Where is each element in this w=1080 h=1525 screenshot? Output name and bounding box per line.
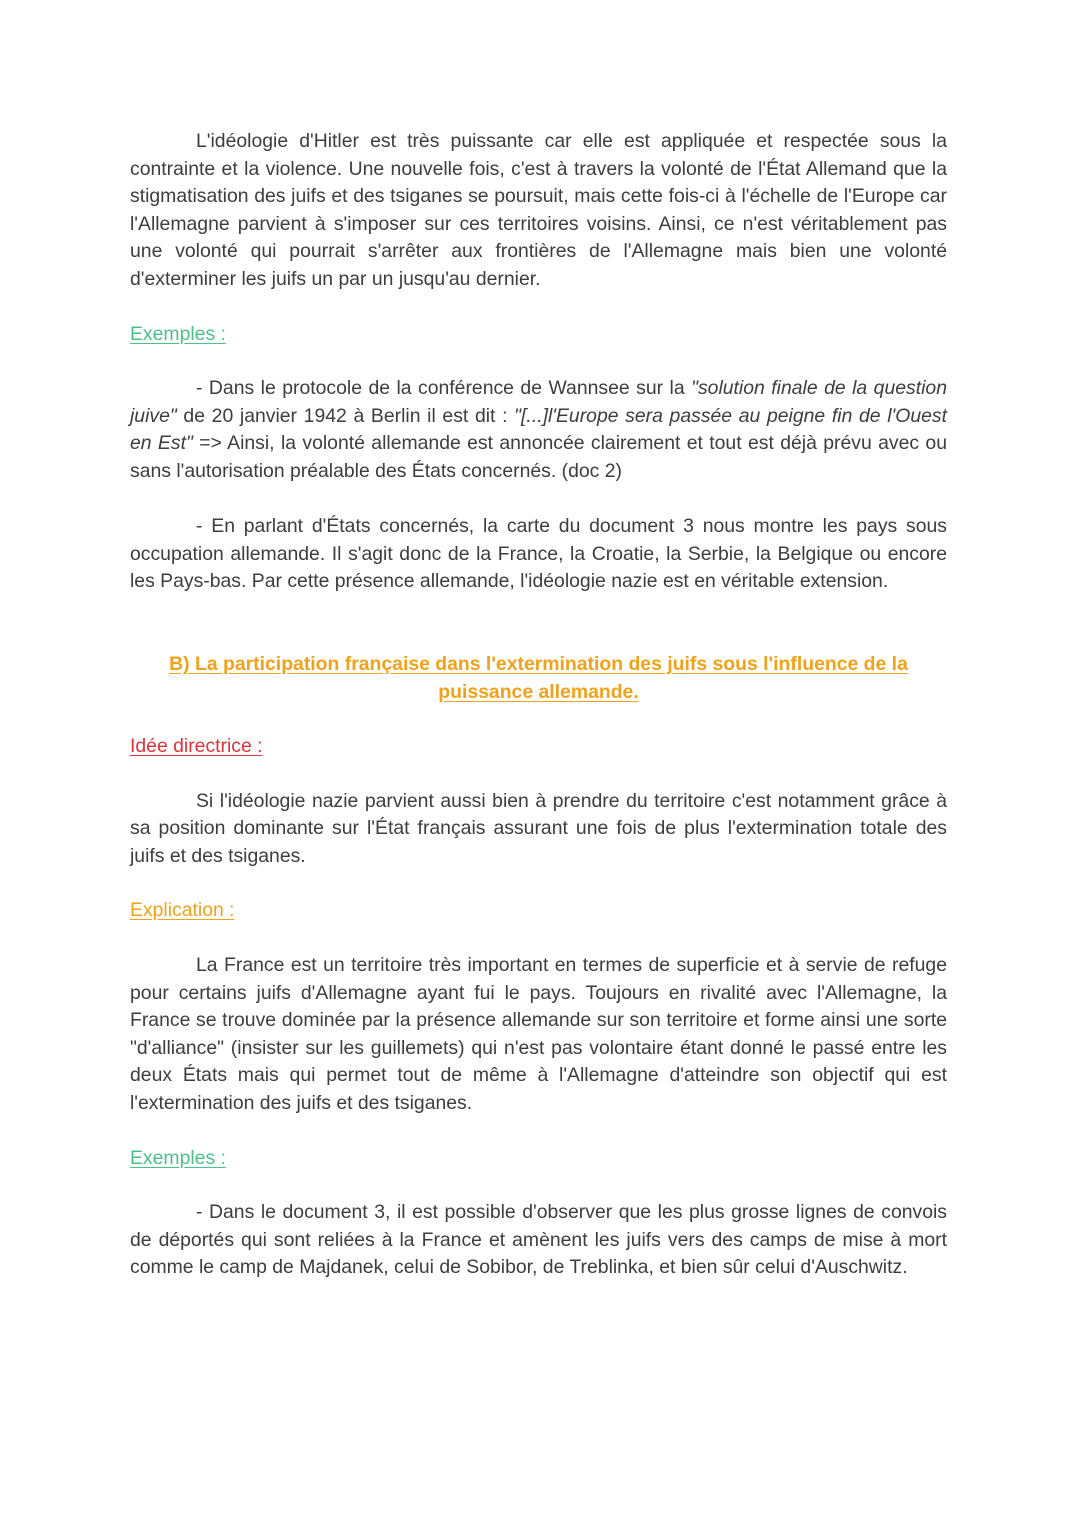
example-wannsee-quote2: "[...]l'Europe sera passée au peigne fin de l'Ouest en Est"	[130, 404, 947, 455]
example-wannsee-quote1: "solution finale de la question juive"	[130, 377, 947, 427]
example-wannsee-part3: => Ainsi, la volonté allemande est annoncée clairement et tout est déjà prévu avec ou sans l'autorisation préalable des États concernés. (doc 2)	[130, 432, 948, 482]
examples-label-a: Exemples :	[130, 322, 226, 345]
examples-label-b: Exemples :	[130, 1146, 226, 1169]
explanation-paragraph: La France est un territoire très important en termes de superficie et à servie de refuge pour certains juifs d'Allemagne ayant fui le pays. Toujours en rivalité avec l'Allemagne, la France se trouve dominée par la présence allemande sur son territoire et forme ainsi une sorte "d'alliance" (insister sur les guillemets) qui n'est pas volontaire étant donné le passé entre les deux États mais qui permet tout de même à l'Allemagne d'atteindre son objectif qui est l'extermination des juifs et des tsiganes.	[130, 954, 947, 1115]
idea-paragraph: Si l'idéologie nazie parvient aussi bien à prendre du territoire c'est notamment grâce à sa position dominante sur l'État français assurant une fois de plus l'extermination totale des juifs et des tsiganes.	[130, 789, 947, 867]
section-b-heading: B) La participation française dans l'extermination des juifs sous l'influence de la puissance allemande.	[169, 652, 908, 703]
example-convoys: - Dans le document 3, il est possible d'observer que les plus grosse lignes de convois de déportés qui sont reliées à la France et amènent les juifs vers des camps de mise à mort comme le camp de Majdanek, celui de Sobibor, de Treblinka, et bien sûr celui d'Auschwitz.	[130, 1201, 947, 1279]
example-wannsee-part2: de 20 janvier 1942 à Berlin il est dit :	[176, 404, 515, 427]
intro-paragraph: L'idéologie d'Hitler est très puissante car elle est appliquée et respectée sous la contrainte et la violence. Une nouvelle fois, c'est à travers la volonté de l'État Allemand que la stigmatisation des juifs et des tsiganes se poursuit, mais cette fois-ci à l'échelle de l'Europe car l'Allemagne parvient à s'imposer sur ces territoires voisins. Ainsi, ce n'est véritablement pas une volonté qui pourrait s'arrêter aux frontières de l'Allemagne mais bien une volonté d'exterminer les juifs un par un jusqu'au dernier.	[130, 130, 947, 290]
idea-label: Idée directrice :	[130, 735, 263, 758]
example-wannsee-part1: - Dans le protocole de la conférence de Wannsee sur la	[196, 377, 692, 400]
example-map-occupation: - En parlant d'États concernés, la carte du document 3 nous montre les pays sous occupation allemande. Il s'agit donc de la France, la Croatie, la Serbie, la Belgique ou encore les Pays-bas. Par cette présence allemande, l'idéologie nazie est en véritable extension.	[130, 515, 947, 593]
explanation-label: Explication :	[130, 899, 235, 922]
example-wannsee	[130, 375, 947, 485]
